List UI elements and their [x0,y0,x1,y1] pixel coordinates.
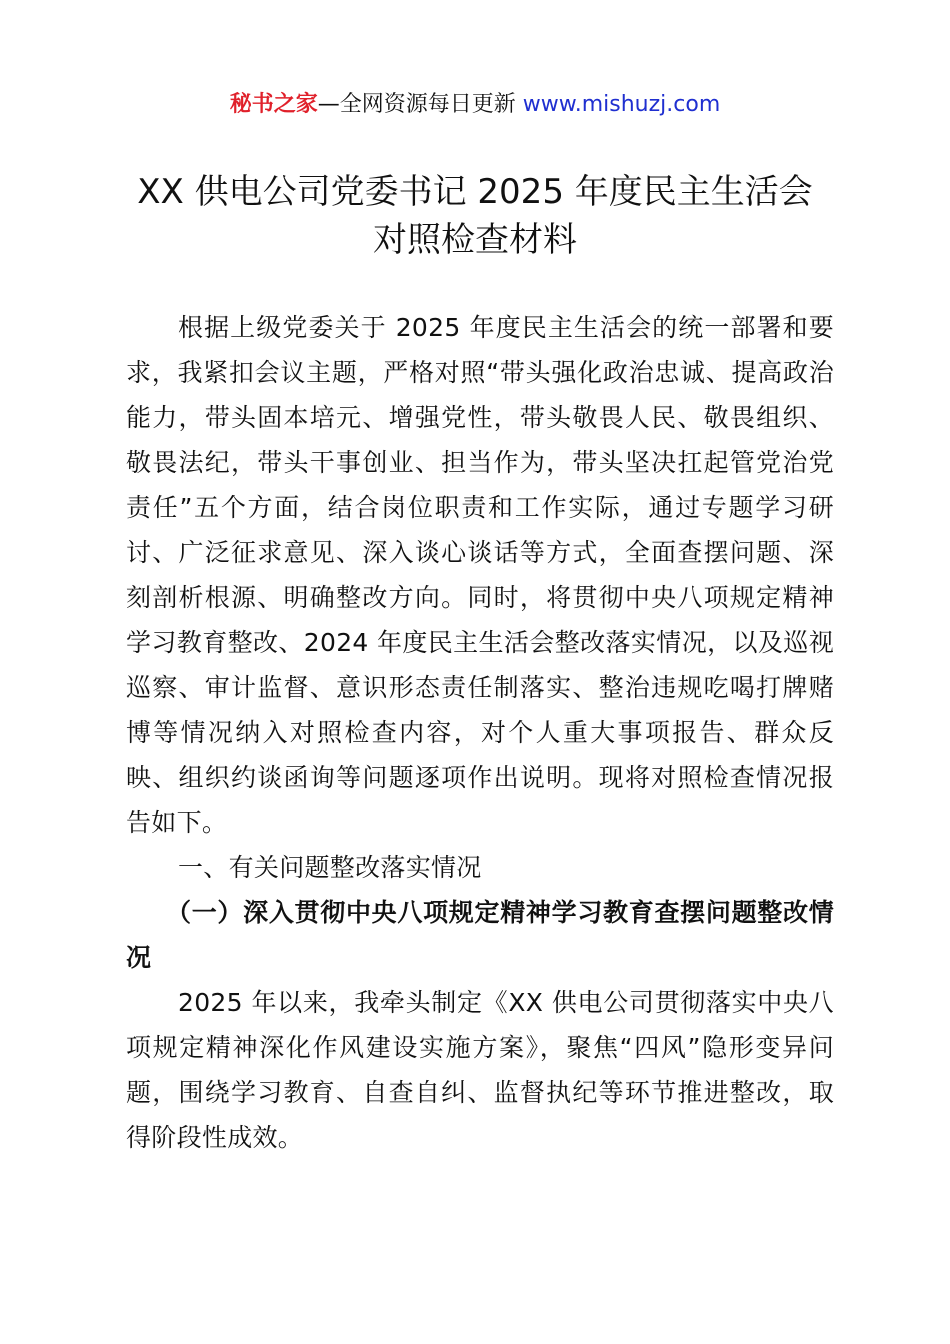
document-title [60,168,890,264]
header-tagline: —全网资源每日更新 [317,92,523,117]
site-header [0,88,950,122]
site-url-link[interactable]: www.mishuzj.com [522,92,721,117]
title-line-2: 对照检查材料 [373,220,577,260]
title-line-1: XX 供电公司党委书记 2025 年度民主生活会 [137,172,813,212]
subsection-heading: （一）深入贯彻中央八项规定精神学习教育查摆问题整改情况 [126,898,834,972]
section-heading: 一、有关问题整改落实情况 [178,853,482,882]
subsection-paragraph: 2025 年以来，我牵头制定《XX 供电公司贯彻落实中央八项规定精神深化作风建设实施方案》，聚焦“四风”隐形变异问题，围绕学习教育、自查自纠、监督执纪等环节推进整改，取得阶段性成效。 [126,988,834,1152]
brand-name: 秘书之家 [229,92,318,117]
document-body [126,305,834,1160]
intro-paragraph: 根据上级党委关于 2025 年度民主生活会的统一部署和要求，我紧扣会议主题，严格对照“带头强化政治忠诚、提高政治能力，带头固本培元、增强党性，带头敬畏人民、敬畏组织、敬畏法纪，带头干事创业、担当作为，带头坚决扛起管党治党责任”五个方面，结合岗位职责和工作实际，通过专题学习研讨、广泛征求意见、深入谈心谈话等方式，全面查摆问题、深刻剖析根源、明确整改方向。同时，将贯彻中央八项规定精神学习教育整改、2024 年度民主生活会整改落实情况，以及巡视巡察、审计监督、意识形态责任制落实、整治违规吃喝打牌赌博等情况纳入对照检查内容，对个人重大事项报告、群众反映、组织约谈函询等问题逐项作出说明。现将对照检查情况报告如下。 [126,313,834,837]
